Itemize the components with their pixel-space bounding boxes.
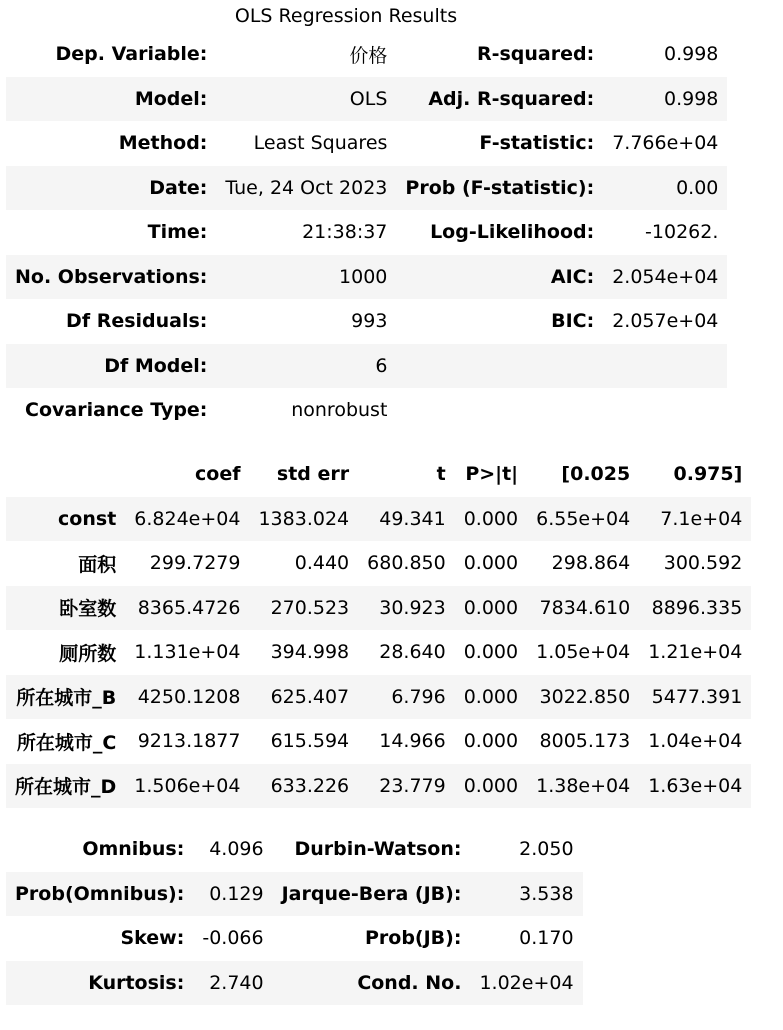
summary-value: 2.054e+04 [603,255,727,300]
coef-variable-name: 卧室数 [6,586,125,631]
coef-value: 299.7279 [149,552,241,575]
coef-row [6,764,751,809]
summary-value: OLS [216,77,396,122]
diagnostics-label: Durbin-Watson: [294,838,462,861]
summary-label: Dep. Variable: [55,43,208,66]
summary-row [6,121,727,166]
coef-value: 0.000 [455,586,527,631]
diagnostics-value: 2.740 [193,961,272,1006]
coef-value: 6.796 [358,675,455,720]
table-caption: OLS Regression Results [234,5,458,27]
coefficient-header-row [6,452,751,497]
summary-row [6,77,727,122]
diagnostics-value: 4.096 [209,838,264,861]
diagnostics-value: 0.129 [193,872,272,917]
coef-value: 5477.391 [639,675,751,720]
diagnostics-label: Omnibus: [82,838,185,861]
coef-value: 1.21e+04 [648,641,743,664]
model-summary-table [6,32,727,433]
coef-row [6,675,751,720]
summary-label [396,388,603,433]
coef-value: 0.000 [455,497,527,542]
coef-variable-name: 所在城市_C [16,731,117,754]
summary-label: Date: [6,166,216,211]
summary-label: No. Observations: [6,255,216,300]
diagnostics-row [6,916,583,961]
coef-row [6,630,751,675]
coef-value: 1383.024 [249,497,358,542]
summary-label: Adj. R-squared: [396,77,603,122]
coef-value: 7.1e+04 [639,497,751,542]
diagnostics-label: Prob(Omnibus): [6,872,193,917]
coef-value: 300.592 [663,552,743,575]
coef-header-cell: [0.025 [561,463,631,486]
summary-row [6,210,727,255]
summary-value: 0.998 [603,77,727,122]
summary-value: 1000 [216,255,396,300]
coef-value: 0.000 [455,764,527,809]
summary-label: Time: [147,221,208,244]
coef-value: 4250.1208 [125,675,249,720]
diagnostics-label: Skew: [120,927,185,950]
summary-value: 7.766e+04 [612,132,719,155]
diagnostics-table [6,827,583,1005]
summary-row [6,255,727,300]
summary-label: Df Residuals: [66,310,208,333]
coef-variable-name: 所在城市_B [6,675,125,720]
diagnostics-value: 1.02e+04 [470,961,582,1006]
summary-value: 价格 [349,44,388,67]
coef-value: 0.000 [463,730,519,753]
summary-value: 2.057e+04 [612,310,719,333]
summary-value: -10262. [645,221,719,244]
summary-label: Prob (F-statistic): [396,166,603,211]
coef-value: 1.63e+04 [639,764,751,809]
coef-value: 9213.1877 [137,730,241,753]
coef-value: 1.131e+04 [134,641,241,664]
summary-value: 0.998 [663,43,719,66]
coef-header-cell [6,452,125,497]
coef-variable-name: const [6,497,125,542]
coef-value: 1.05e+04 [536,641,631,664]
summary-label: R-squared: [476,43,595,66]
diagnostics-row [6,961,583,1006]
coef-value: 0.000 [455,675,527,720]
summary-label: Model: [6,77,216,122]
coef-value: 615.594 [270,730,350,753]
coef-value: 625.407 [249,675,358,720]
coef-value: 0.000 [463,641,519,664]
coef-row [6,719,751,764]
coef-value: 28.640 [379,641,446,664]
coef-value: 298.864 [551,552,631,575]
coef-value: 680.850 [367,552,446,575]
coef-value: 23.779 [358,764,455,809]
summary-label: F-statistic: [479,132,595,155]
summary-value [603,388,727,433]
summary-label: Method: [118,132,208,155]
summary-value: Tue, 24 Oct 2023 [216,166,396,211]
coef-row [6,541,751,586]
summary-label [396,344,603,389]
summary-value: 993 [351,310,388,333]
summary-value: 21:38:37 [302,221,388,244]
coef-variable-name: 厕所数 [59,642,117,665]
summary-label: Log-Likelihood: [430,221,595,244]
diagnostics-row [6,827,583,872]
coef-value: 8005.173 [539,730,631,753]
diagnostics-value: 0.170 [519,927,574,950]
coef-row [6,586,751,631]
coef-value: 633.226 [249,764,358,809]
coef-header-cell: std err [276,463,350,486]
coef-value: 49.341 [358,497,455,542]
summary-row [6,344,727,389]
summary-row [6,388,727,433]
coef-value: 1.506e+04 [125,764,249,809]
summary-value: nonrobust [291,399,388,422]
coef-header-cell: 0.975] [673,463,743,486]
coef-header-cell: coef [195,463,241,486]
coef-value: 8365.4726 [125,586,249,631]
summary-label: Covariance Type: [25,399,208,422]
summary-label: AIC: [396,255,603,300]
coef-value: 0.440 [294,552,350,575]
coef-value: 270.523 [249,586,358,631]
coef-value: 14.966 [379,730,446,753]
coef-value: 3022.850 [527,675,639,720]
summary-row [6,166,727,211]
coef-value: 1.38e+04 [527,764,639,809]
summary-row [6,32,727,77]
summary-row [6,299,727,344]
coefficient-table [6,452,751,808]
coef-value: 394.998 [270,641,350,664]
diagnostics-value: -0.066 [202,927,264,950]
coef-row [6,497,751,542]
summary-value: 6 [216,344,396,389]
coef-value: 8896.335 [639,586,751,631]
summary-value: Least Squares [253,132,388,155]
diagnostics-label: Kurtosis: [6,961,193,1006]
coef-variable-name: 面积 [78,553,117,576]
diagnostics-label: Prob(JB): [364,927,462,950]
summary-label: BIC: [551,310,595,333]
coef-header-cell: P>|t| [465,463,519,486]
diagnostics-row [6,872,583,917]
diagnostics-value: 3.538 [470,872,582,917]
coef-value: 1.04e+04 [648,730,743,753]
coef-value: 0.000 [463,552,519,575]
summary-value: 0.00 [603,166,727,211]
coef-header-cell: t [436,463,446,486]
coef-value: 6.824e+04 [125,497,249,542]
summary-label: Df Model: [6,344,216,389]
summary-value [603,344,727,389]
diagnostics-label: Jarque-Bera (JB): [273,872,471,917]
diagnostics-value: 2.050 [519,838,574,861]
coef-value: 7834.610 [527,586,639,631]
diagnostics-label: Cond. No. [273,961,471,1006]
coef-value: 30.923 [358,586,455,631]
coef-variable-name: 所在城市_D [6,764,125,809]
coef-value: 6.55e+04 [527,497,639,542]
